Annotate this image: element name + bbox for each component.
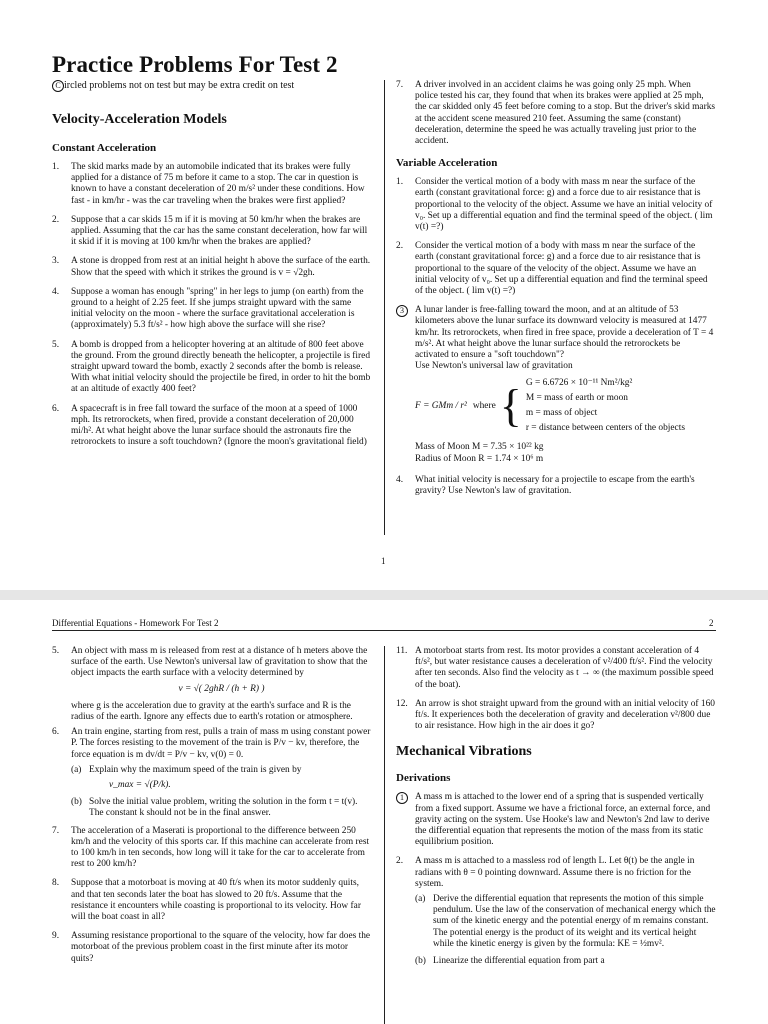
problem-item: 5. A bomb is dropped from a helicopter hovering at an altitude of 800 feet above the ground. From the ground directly beneath the helicopter, a projectile is fired straight upward toward the bomb, exactly 2 seconds after the bomb is release. With what initial velocity should the projectile be fired, in order to hit the bomb at an altitude of exactly 400 feet? [52,339,371,395]
subproblem-item: (b) Linearize the differential equation from part a [415,956,605,967]
problem-item: 6. A spacecraft is in free fall toward the surface of the moon at a speed of 1000 mph. Its retrorockets, when fired, provide a constant deceleration of 20,000 mi/h². At what height above the lunar surface should the astronauts fire the retrorockets to insure a soft touchdown? (Ignore the moon's gravitational field) [52,403,367,448]
brace-icon: { [499,380,522,432]
column-divider [384,646,385,1024]
problem-item: 8. Suppose that a motorboat is moving at 40 ft/s when its motor suddenly quits, and that ten seconds later the boat has slowed to 20 ft/s. Assume that the resistance it encounters while coasting is proportional to its velocity. How far will the boat coast in all? [52,878,361,923]
page-2 [0,600,768,1024]
note-text: ircled problems not on test but may be extra credit on test [64,80,295,91]
problem-item: 4. Suppose a woman has enough "spring" in her legs to jump (on earth) from the ground to a height of 2.25 feet. If she jumps straight upward with the same initial velocity on the moon - where the surface gravitational acceleration is (approximately) 5.3 ft/s² - how high above the surface will she rise? [52,286,364,331]
problem-item: 1. The skid marks made by an automobile indicated that its brakes were fully applied for a distance of 75 m before it came to a stop. The car in question is known to have a constant deceleration of 20 m/s² under these conditions. How fast - in km/hr - was the car traveling when the brakes were first applied? [52,162,365,206]
section-mechanical-vibrations: Mechanical Vibrations [396,744,532,760]
section-velocity-acceleration: Velocity-Acceleration Models [52,112,227,127]
subproblem-item: (a) Explain why the maximum speed of the train is given by v_max = √(P/k). [71,765,372,791]
newton-line: Use Newton's universal law of gravitation [415,361,573,372]
constant-acceleration-problems [52,162,372,448]
page1-left-column [52,112,372,456]
problem-item: 6. An train engine, starting from rest, pulls a train of mass m using constant power P. The forces resisting to the movement of the train is P/v − kv, therefore, the force equation is m dv/dt = P/v − kv, v(0) = 0. (a) Explain why the maximum speed of the train is given by v_max = √(P/k). (b) Solve the initial value problem, writing the solution in the form t = t(v). The constant k should not be in the final answer. [52,727,371,819]
header-rule [52,630,716,631]
moon-constants: Mass of Moon M = 7.35 × 10²² kg Radius of Moon R = 1.74 × 10⁶ m [415,442,544,464]
page-number: 1 [381,556,386,566]
formula-where: where [472,401,496,412]
page-separator [0,590,768,600]
circle-c-icon: C [52,80,64,92]
page-title: Practice Problems For Test 2 [52,52,338,77]
subsection-derivations: Derivations [396,772,451,785]
problem-item: 2. Suppose that a car skids 15 m if it is moving at 50 km/hr when the brakes are applied. Assuming that the car has the same constant deceleration, how far will it skid if it is moving at 100 km/hr when the brakes are applied? [52,214,368,248]
problem-item: 7. The acceleration of a Maserati is proportional to the difference between 250 km/h and the velocity of this sports car. If this machine can accelerate from rest to 100 km/h in ten seconds, how long will it take for the car to accelerate from rest to 200 km/h? [52,825,370,870]
gravitation-formula [415,376,716,436]
problem-item: 3. A stone is dropped from rest at an initial height h above the surface of the earth. Show that the speed with which it strikes the ground is v = √2gh. [52,256,371,278]
problem-item: 11. A motorboat starts from rest. Its motor provides a constant acceleration of 4 ft/s², but water resistance causes a deceleration of v²/400 ft/s². Find the velocity after ten seconds. Also find the velocity as t → ∞ (the maximum possible speed of the boat). [396,646,714,690]
subproblem-item: (a) Derive the differential equation that represents the motion of this simple pendulum. Use the law of the conservation of mechanical energy which the sum of the kinetic energy and the potential energy of m remains constant. The potential energy is the product of its weight and its vertical height while the kinetic energy is given by the formula: KE = ½mv². [415,894,716,949]
problem-item: 4. What initial velocity is necessary for a projectile to escape from the earth's gravity? Use Newton's law of gravitation. [396,474,695,497]
subsection-constant-acceleration: Constant Acceleration [52,142,157,154]
circled-note [52,80,294,92]
page1-right-column [396,80,716,505]
running-header: Differential Equations - Homework For Test 2 [52,618,219,628]
subproblem-item: (b) Solve the initial value problem, writing the solution in the form t = t(v). The constant k should not be in the final answer. [71,797,358,819]
circle-1-icon: 1 [396,792,408,804]
problem-item: 2. Consider the vertical motion of a body with mass m near the surface of the earth (constant gravitational force: g) and a force due to air resistance that is proportional to the square of the velocity of the object. Assume we have an initial velocity of v₀. Set up a differential equation and find the terminal speed of the object. ( lim v(t) =?) [396,241,708,297]
page-number: 2 [709,618,714,628]
formula-lhs: F = GMm / r² [415,401,467,412]
page2-right-column [396,646,716,975]
problem-item: 9. Assuming resistance proportional to the square of the velocity, how far does the motorboat of the previous problem coast in the first minute after its motor quits? [52,931,371,964]
formula-definitions: G = 6.6726 × 10⁻¹¹ Nm²/kg² M = mass of earth or moon m = mass of object r = distance between centers of the objects [525,378,685,434]
problem-item: 5. An object with mass m is released from rest at a distance of h meters above the surface of the earth. Use Newton's universal law of gravitation to show that the object impacts the earth surface with a velocity determined by v = √( 2ghR / (h + R) ) where g is the acceleration due to gravity at the earth's surface and R is the radius of the earth. Ignore any effects due to earth's rotation or atmosphere. [52,646,372,723]
problem-item: 3 A lunar lander is free-falling toward the moon, and at an altitude of 53 kilometers above the lunar surface its downward velocity is measured at 1477 km/hr. Its retrorockets, when fired in free space, provide a deceleration of T = 4 m/s². At what height above the lunar surface should the retrorockets be activated to ensure a "soft touchdown"? Use Newton's universal law of gravitation [396,305,716,372]
problem-item: 7. A driver involved in an accident claims he was going only 25 mph. When police tested his car, they found that when its brakes were applied at 25 mph, the car skidded only 45 feet before coming to a stop. But the driver's skid marks at the accident scene measured 210 feet. Assuming the same (constant) deceleration, determine the speed he was actually traveling just prior to the accident. [396,80,716,147]
problem-item: 2. A mass m is attached to a massless rod of length L. Let θ(t) be the angle in radians with θ = 0 pointing downward. Assume there is no friction for the system. (a) Derive the differential equation that represents the motion of this simple pendulum. Use the law of the conservation of mechanical energy which the sum of the kinetic energy and the potential energy of m remains constant. The potential energy is the product of its weight and its vertical height while the kinetic energy is given by the formula: KE = ½mv². (b) Linearize the differential equation from part a [396,856,716,967]
page2-left-column [52,646,372,973]
subsection-variable-acceleration: Variable Acceleration [396,157,498,170]
problem-item: 12. An arrow is shot straight upward from the ground with an initial velocity of 160 ft/s. It experiences both the deceleration of gravity and deceleration v²/800 due to air resistance. How high in the air does it go? [396,698,715,732]
formula-vmax: v_max = √(P/k). [109,780,171,791]
problem-item: 1 A mass m is attached to the lower end of a spring that is suspended vertically from a fixed support. Assume we have a frictional force, an external force, and gravity acting on the system. Use Hooke's law and Newton's 2nd law to derive the differential equation that represents the motion of the mass from its static equilibrium position. [396,792,716,848]
circle-3-icon: 3 [396,305,408,317]
problem-item: 1. Consider the vertical motion of a body with mass m near the surface of the earth (constant gravitational force: g) and a force due to air resistance that is proportional to the velocity of the object. Assume we have an initial velocity of v₀. Set up a differential equation and find the terminal speed of the object. ( lim v(t) =?) [396,177,713,233]
formula-velocity: v = √( 2ghR / (h + R) ) [178,683,265,694]
column-divider [384,80,385,535]
